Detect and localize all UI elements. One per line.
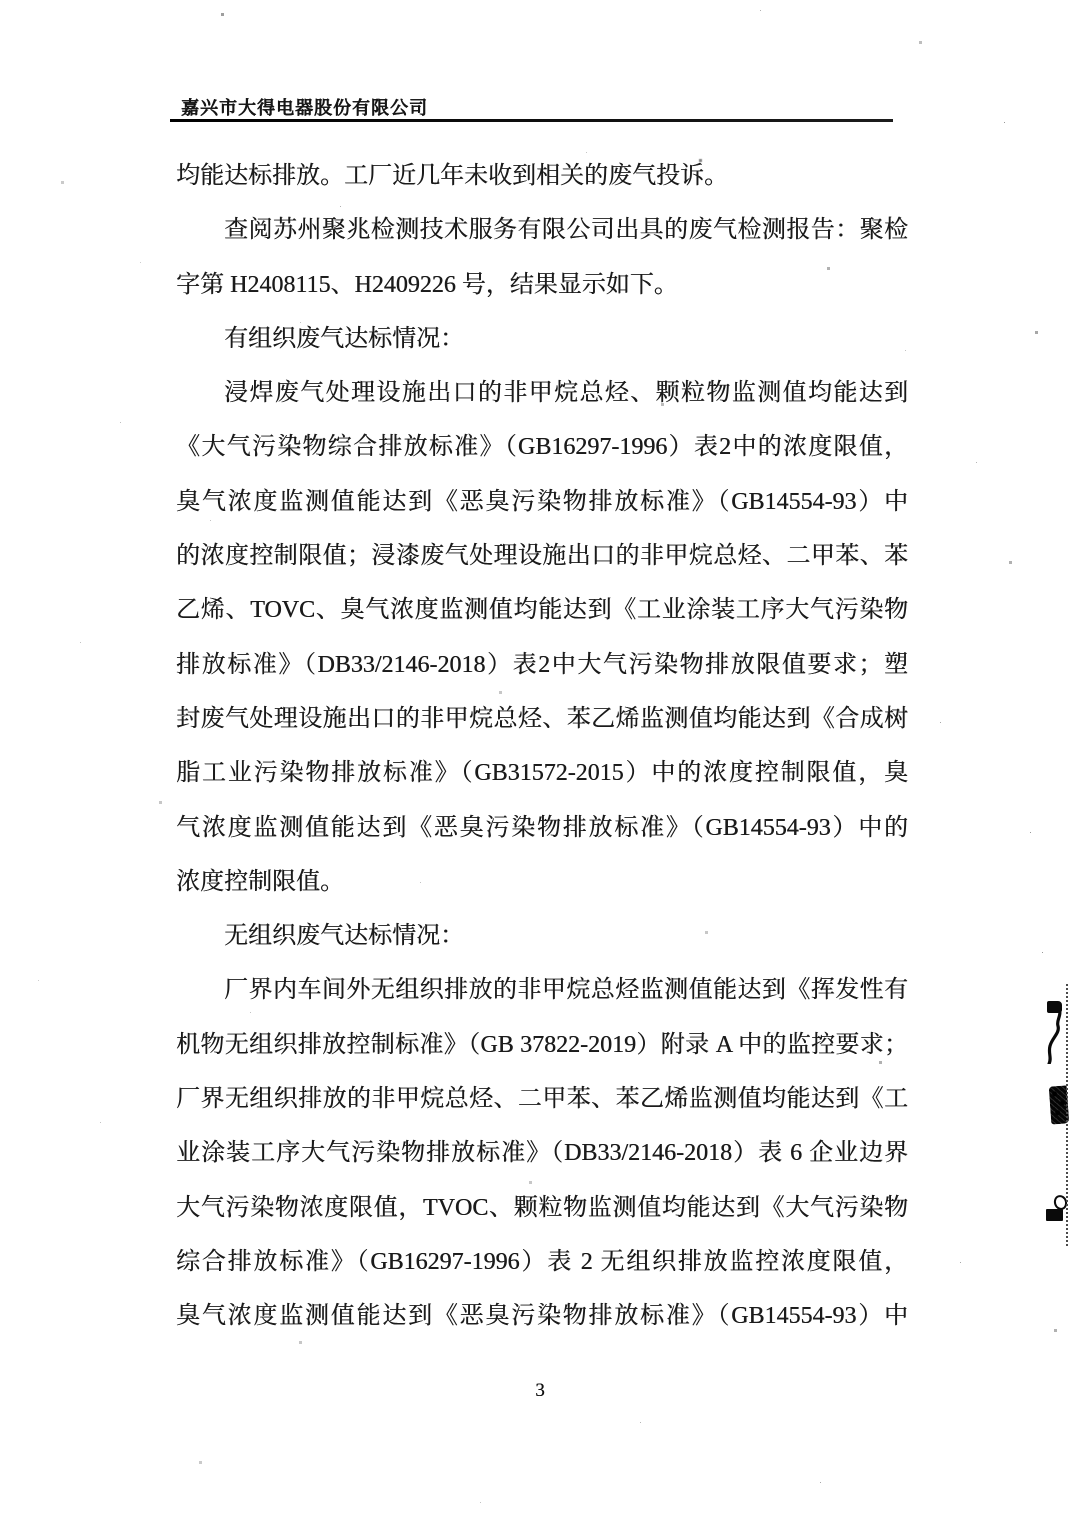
body-line: 综合排放标准》（GB16297-1996）表 2 无组织排放监控浓度限值， <box>176 1248 908 1275</box>
body-line: 字第 H2408115、H2409226 号，结果显示如下。 <box>176 271 678 298</box>
body-line: 均能达标排放。工厂近几年未收到相关的废气投诉。 <box>176 163 728 189</box>
body-line: 浓度控制限值。 <box>176 868 344 895</box>
body-line: 有组织废气达标情况： <box>224 325 464 352</box>
body-line: 脂工业污染物排放标准》（GB31572-2015）中的浓度控制限值，臭 <box>176 760 908 787</box>
body-line: 大气污染物浓度限值，TVOC、颗粒物监测值均能达到《大气污染物 <box>176 1194 908 1221</box>
body-line: 机物无组织排放控制标准》（GB 37822-2019）附录 A 中的监控要求； <box>176 1031 908 1058</box>
document-body <box>176 149 908 1344</box>
body-line: 无组织废气达标情况： <box>224 923 464 950</box>
body-line: 厂界内车间外无组织排放的非甲烷总烃监测值能达到《挥发性有 <box>224 977 908 1004</box>
page-number: 3 <box>535 1380 545 1401</box>
body-line: 封废气处理设施出口的非甲烷总烃、苯乙烯监测值均能达到《合成树 <box>176 705 908 732</box>
ink-stroke-icon <box>1043 1008 1065 1064</box>
body-line: 气浓度监测值能达到《恶臭污染物排放标准》（GB14554-93）中的 <box>176 814 908 841</box>
ink-block-icon <box>1046 1209 1063 1221</box>
body-line: 乙烯、TOVC、臭气浓度监测值均能达到《工业涂装工序大气污染物 <box>176 597 908 624</box>
binding-dotted-line <box>1066 984 1068 1246</box>
body-line: 查阅苏州聚兆检测技术服务有限公司出具的废气检测报告：聚检 <box>224 217 908 244</box>
body-line: 浸焊废气处理设施出口的非甲烷总烃、颗粒物监测值均能达到 <box>224 380 908 407</box>
header-rule <box>170 119 893 122</box>
body-line: 臭气浓度监测值能达到《恶臭污染物排放标准》（GB14554-93）中 <box>176 488 908 515</box>
scan-noise <box>0 0 1 1</box>
body-line: 厂界无组织排放的非甲烷总烃、二甲苯、苯乙烯监测值均能达到《工 <box>176 1086 908 1113</box>
body-line: 《大气污染物综合排放标准》（GB16297-1996）表2中的浓度限值， <box>176 434 908 461</box>
body-line: 业涂装工序大气污染物排放标准》（DB33/2146-2018）表 6 企业边界 <box>176 1140 908 1167</box>
header-company-name: 嘉兴市大得电器股份有限公司 <box>181 98 428 118</box>
body-line: 臭气浓度监测值能达到《恶臭污染物排放标准》（GB14554-93）中 <box>176 1303 908 1330</box>
body-line: 的浓度控制限值；浸漆废气处理设施出口的非甲烷总烃、二甲苯、苯 <box>176 543 908 570</box>
body-line: 排放标准》（DB33/2146-2018）表2中大气污染物排放限值要求；塑 <box>176 651 908 678</box>
